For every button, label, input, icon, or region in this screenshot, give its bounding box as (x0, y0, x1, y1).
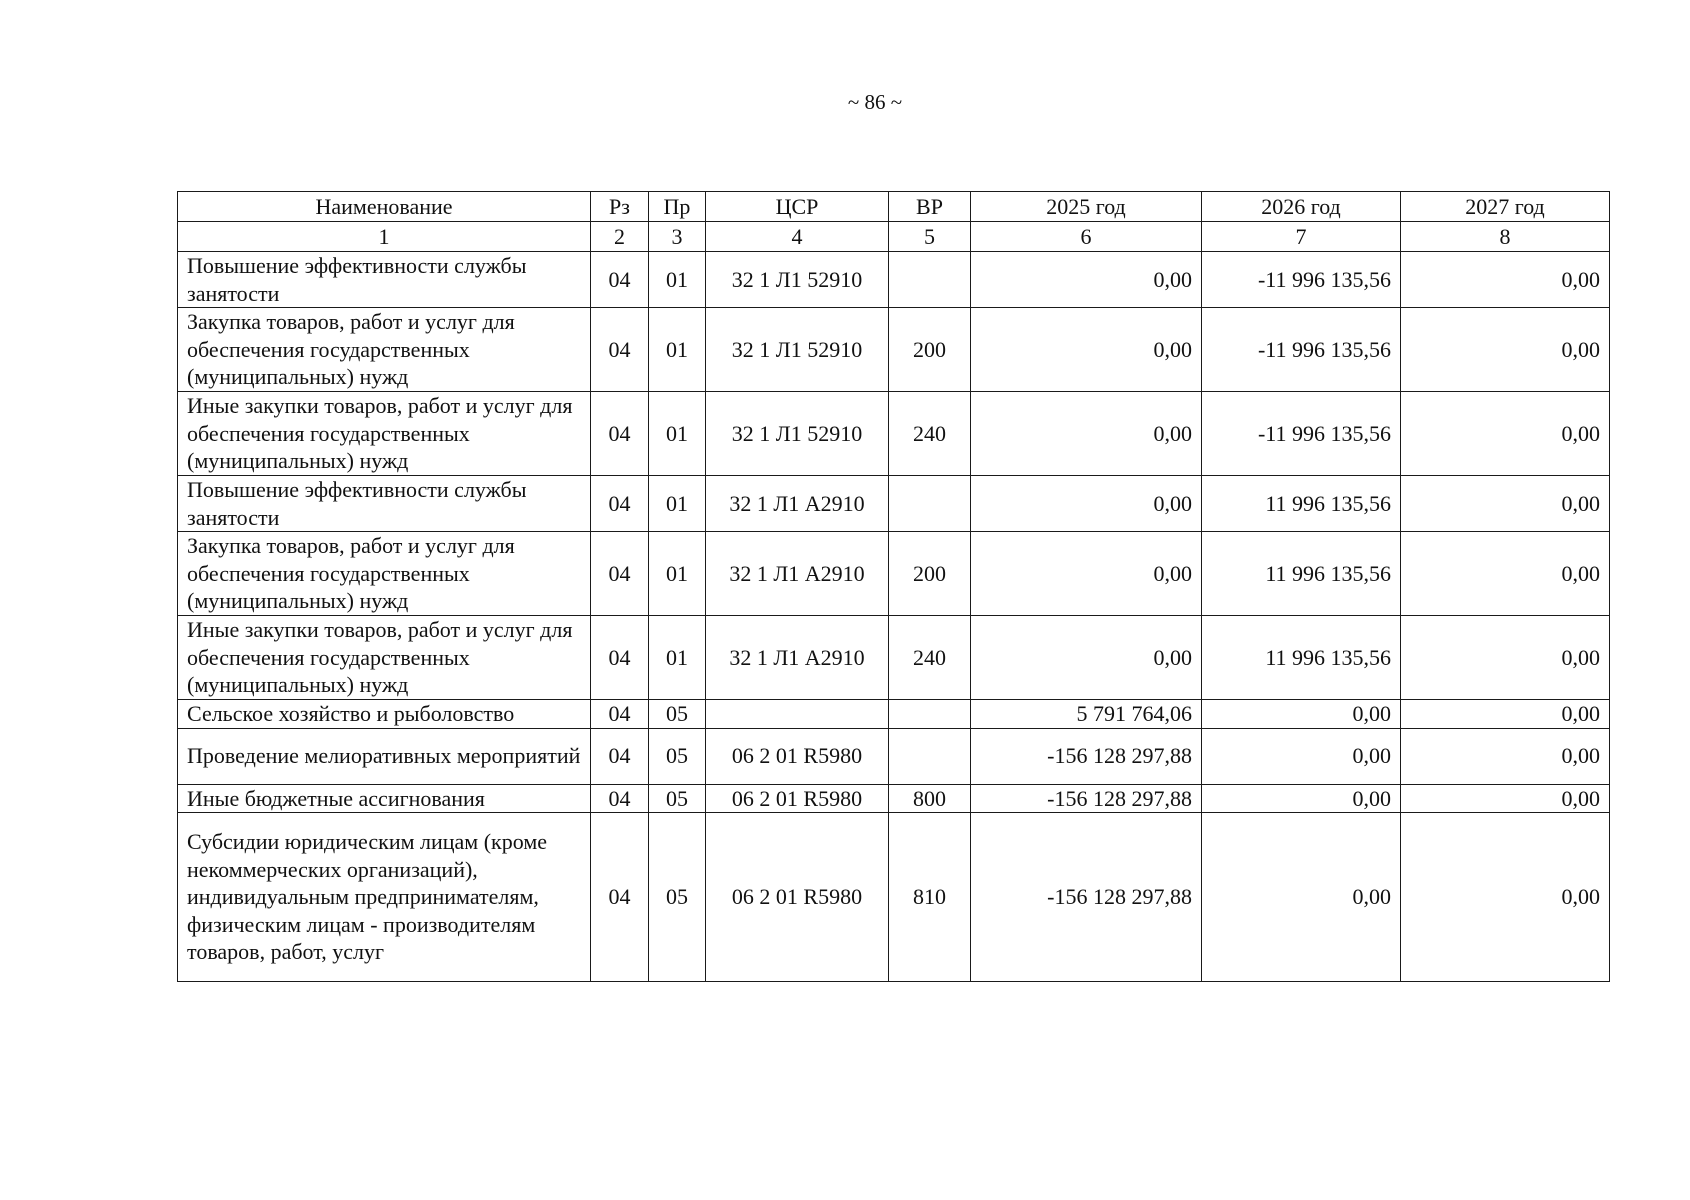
table-row (178, 784, 1610, 813)
cell-2027: 0,00 (1401, 700, 1610, 729)
cell-rz: 04 (591, 392, 649, 476)
cell-pr: 05 (649, 784, 706, 813)
cell-name: Иные бюджетные ассигнования (178, 784, 591, 813)
cell-csr: 32 1 Л1 52910 (706, 252, 889, 308)
cell-2025: -156 128 297,88 (971, 784, 1202, 813)
cell-vr (889, 728, 971, 784)
cell-name: Закупка товаров, работ и услуг для обеспечения государственных (муниципальных) нужд (178, 532, 591, 616)
column-number: 3 (649, 222, 706, 252)
table-row (178, 532, 1610, 616)
cell-rz: 04 (591, 476, 649, 532)
cell-name: Проведение мелиоративных мероприятий (178, 728, 591, 784)
cell-name: Закупка товаров, работ и услуг для обеспечения государственных (муниципальных) нужд (178, 308, 591, 392)
cell-2026: 11 996 135,56 (1202, 476, 1401, 532)
column-number: 1 (178, 222, 591, 252)
cell-2027: 0,00 (1401, 392, 1610, 476)
cell-name: Сельское хозяйство и рыболовство (178, 700, 591, 729)
cell-name: Повышение эффективности службы занятости (178, 476, 591, 532)
budget-table (177, 191, 1610, 982)
header-rz: Рз (591, 192, 649, 222)
cell-vr (889, 476, 971, 532)
cell-vr: 810 (889, 813, 971, 982)
cell-2027: 0,00 (1401, 476, 1610, 532)
cell-vr: 200 (889, 308, 971, 392)
cell-2026: 11 996 135,56 (1202, 616, 1401, 700)
cell-vr: 800 (889, 784, 971, 813)
table-header-row (178, 192, 1610, 222)
cell-2025: 0,00 (971, 308, 1202, 392)
cell-2027: 0,00 (1401, 784, 1610, 813)
cell-pr: 01 (649, 532, 706, 616)
header-name: Наименование (178, 192, 591, 222)
cell-rz: 04 (591, 252, 649, 308)
cell-2025: 0,00 (971, 476, 1202, 532)
cell-2026: 11 996 135,56 (1202, 532, 1401, 616)
column-number: 5 (889, 222, 971, 252)
cell-pr: 01 (649, 616, 706, 700)
cell-2025: -156 128 297,88 (971, 728, 1202, 784)
cell-2025: 0,00 (971, 252, 1202, 308)
table-row (178, 813, 1610, 982)
cell-2027: 0,00 (1401, 252, 1610, 308)
cell-2025: 0,00 (971, 392, 1202, 476)
cell-2026: 0,00 (1202, 728, 1401, 784)
cell-rz: 04 (591, 532, 649, 616)
cell-rz: 04 (591, 308, 649, 392)
cell-2027: 0,00 (1401, 728, 1610, 784)
cell-2025: 0,00 (971, 616, 1202, 700)
cell-csr (706, 700, 889, 729)
cell-rz: 04 (591, 813, 649, 982)
table-row (178, 616, 1610, 700)
page-number: ~ 86 ~ (847, 90, 903, 114)
header-2025: 2025 год (971, 192, 1202, 222)
cell-rz: 04 (591, 784, 649, 813)
cell-2027: 0,00 (1401, 813, 1610, 982)
cell-2025: 5 791 764,06 (971, 700, 1202, 729)
table-row (178, 392, 1610, 476)
table-row (178, 728, 1610, 784)
table-row (178, 700, 1610, 729)
cell-csr: 32 1 Л1 А2910 (706, 476, 889, 532)
cell-name: Иные закупки товаров, работ и услуг для обеспечения государственных (муниципальных) нужд (178, 616, 591, 700)
cell-csr: 06 2 01 R5980 (706, 813, 889, 982)
cell-vr: 240 (889, 392, 971, 476)
cell-csr: 32 1 Л1 А2910 (706, 616, 889, 700)
cell-2027: 0,00 (1401, 616, 1610, 700)
column-number: 6 (971, 222, 1202, 252)
header-csr: ЦСР (706, 192, 889, 222)
cell-pr: 01 (649, 392, 706, 476)
cell-2026: 0,00 (1202, 813, 1401, 982)
cell-2025: 0,00 (971, 532, 1202, 616)
cell-rz: 04 (591, 616, 649, 700)
cell-csr: 06 2 01 R5980 (706, 728, 889, 784)
header-pr: Пр (649, 192, 706, 222)
cell-name: Иные закупки товаров, работ и услуг для обеспечения государственных (муниципальных) нужд (178, 392, 591, 476)
cell-csr: 32 1 Л1 52910 (706, 392, 889, 476)
cell-pr: 01 (649, 476, 706, 532)
cell-rz: 04 (591, 728, 649, 784)
cell-vr (889, 700, 971, 729)
cell-2026: 0,00 (1202, 700, 1401, 729)
header-2027: 2027 год (1401, 192, 1610, 222)
column-number: 2 (591, 222, 649, 252)
column-number: 4 (706, 222, 889, 252)
cell-2025: -156 128 297,88 (971, 813, 1202, 982)
column-number: 7 (1202, 222, 1401, 252)
table-row (178, 252, 1610, 308)
cell-csr: 32 1 Л1 А2910 (706, 532, 889, 616)
cell-vr (889, 252, 971, 308)
cell-csr: 06 2 01 R5980 (706, 784, 889, 813)
cell-csr: 32 1 Л1 52910 (706, 308, 889, 392)
cell-pr: 05 (649, 813, 706, 982)
cell-name: Субсидии юридическим лицам (кроме некоммерческих организаций), индивидуальным предпринимателям, физическим лицам - производителям товаров, работ, услуг (178, 813, 591, 982)
column-number-row (178, 222, 1610, 252)
cell-pr: 01 (649, 252, 706, 308)
table-row (178, 476, 1610, 532)
header-vr: ВР (889, 192, 971, 222)
cell-2026: -11 996 135,56 (1202, 308, 1401, 392)
cell-pr: 05 (649, 700, 706, 729)
cell-pr: 01 (649, 308, 706, 392)
table-row (178, 308, 1610, 392)
cell-pr: 05 (649, 728, 706, 784)
cell-rz: 04 (591, 700, 649, 729)
cell-vr: 200 (889, 532, 971, 616)
cell-vr: 240 (889, 616, 971, 700)
cell-name: Повышение эффективности службы занятости (178, 252, 591, 308)
cell-2026: -11 996 135,56 (1202, 252, 1401, 308)
header-2026: 2026 год (1202, 192, 1401, 222)
cell-2027: 0,00 (1401, 308, 1610, 392)
cell-2026: -11 996 135,56 (1202, 392, 1401, 476)
cell-2026: 0,00 (1202, 784, 1401, 813)
column-number: 8 (1401, 222, 1610, 252)
cell-2027: 0,00 (1401, 532, 1610, 616)
